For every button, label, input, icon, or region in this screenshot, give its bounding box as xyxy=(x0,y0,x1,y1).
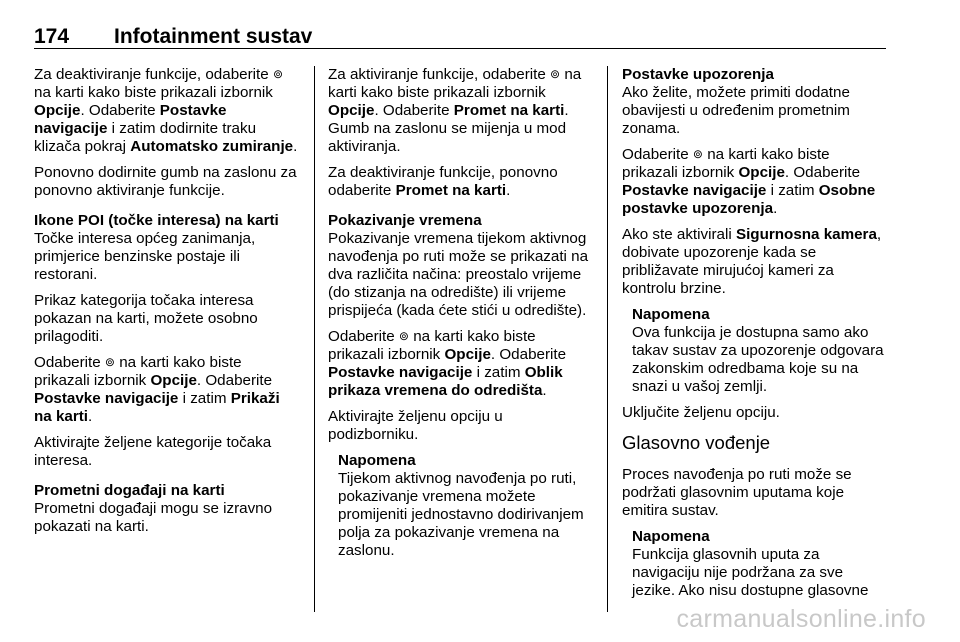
note-voice xyxy=(622,528,886,600)
paragraph-activate-categories: Aktivirajte željene kategorije točaka interesa. xyxy=(34,434,272,469)
heading-time-display: Pokazivanje vremena xyxy=(328,212,482,229)
paragraph-time-steps: Odaberite ⊚ na karti kako biste prikazali izbornik Opcije. Odaberite Postavke navigacije i zatim Oblik prikaza vremena do odredišta. xyxy=(328,328,567,399)
page-header xyxy=(34,26,886,49)
paragraph-activate-traffic: Za aktiviranje funkcije, odaberite ⊚ na karti kako biste prikazali izbornik Opcije. Odaberite Promet na karti. Gumb na zaslonu se mijenja u mod aktiviranja. xyxy=(328,66,582,155)
note-title: Napomena xyxy=(632,528,710,545)
section-title: Infotainment sustav xyxy=(114,25,313,48)
heading-voice-guidance: Glasovno vođenje xyxy=(622,432,771,453)
paragraph-reactivate: Ponovno dodirnite gumb na zaslonu za ponovno aktiviranje funkcije. xyxy=(34,164,297,199)
note-text: Funkcija glasovnih uputa za navigaciju nije podržana za sve jezike. Ako nisu dostupne glasovne xyxy=(632,546,869,599)
map-menu-icon: ⊚ xyxy=(550,67,561,81)
paragraph-poi-categories: Prikaz kategorija točaka interesa pokazan na karti, možete osobno prilagoditi. xyxy=(34,292,258,345)
paragraph-deactivate-zoom: Za deaktiviranje funkcije, odaberite ⊚ na karti kako biste prikazali izbornik Opcije. Odaberite Postavke navigacije i zatim dodirnite traku klizača pokraj Automatsko zumiranje. xyxy=(34,66,298,155)
note-title: Napomena xyxy=(632,306,710,323)
heading-warning-settings: Postavke upozorenja xyxy=(622,66,774,83)
column-divider-2 xyxy=(607,66,608,612)
paragraph-warning-steps: Odaberite ⊚ na karti kako biste prikazali izbornik Opcije. Odaberite Postavke navigacije i zatim Osobne postavke upozorenja. xyxy=(622,146,876,217)
paragraph-voice-desc: Proces navođenja po ruti može se podržati glasovnim uputama koje emitira sustav. xyxy=(622,466,852,519)
map-menu-icon: ⊚ xyxy=(692,147,703,161)
paragraph-traffic-desc: Prometni događaji mogu se izravno pokazati na karti. xyxy=(34,500,273,535)
column-divider-1 xyxy=(314,66,315,612)
map-menu-icon: ⊚ xyxy=(104,355,115,369)
column-3 xyxy=(622,66,886,600)
watermark: carmanualsonline.info xyxy=(676,605,926,633)
heading-traffic-events: Prometni događaji na karti xyxy=(34,482,225,499)
paragraph-enable-option: Uključite željenu opciju. xyxy=(622,404,780,421)
note-text: Tijekom aktivnog navođenja po ruti, pokazivanje vremena možete promijeniti jednostavno dodirivanjem polja za pokazivanje vremena na zaslonu. xyxy=(338,470,584,559)
note-warning xyxy=(622,306,886,396)
column-1 xyxy=(34,66,300,544)
paragraph-poi-desc: Točke interesa općeg zanimanja, primjerice benzinske postaje ili restorani. xyxy=(34,230,256,283)
paragraph-activate-option: Aktivirajte željenu opciju u podizborniku. xyxy=(328,408,503,443)
note-title: Napomena xyxy=(338,452,416,469)
note-text: Ova funkcija je dostupna samo ako takav sustav za upozorenje odgovara zakonskim odredbama koje su na snazi u vašoj zemlji. xyxy=(632,324,884,395)
paragraph-safety-camera: Ako ste aktivirali Sigurnosna kamera, dobivate upozorenje kada se približavate mirujućoj kameri za kontrolu brzine. xyxy=(622,226,882,297)
note-time xyxy=(328,452,590,560)
paragraph-time-desc: Pokazivanje vremena tijekom aktivnog navođenja po ruti može se prikazati na dva različita načina: preostalo vrijeme (do stizanja na odredište) ili vrijeme prispijeća (kada ćete stići u odredište). xyxy=(328,230,589,319)
heading-poi-icons: Ikone POI (točke interesa) na karti xyxy=(34,212,279,229)
paragraph-warning-desc: Ako želite, možete primiti dodatne obavijesti u određenim prometnim zonama. xyxy=(622,84,850,137)
map-menu-icon: ⊚ xyxy=(398,329,409,343)
paragraph-deactivate-traffic: Za deaktiviranje funkcije, ponovno odaberite Promet na karti. xyxy=(328,164,558,199)
column-2 xyxy=(328,66,590,560)
map-menu-icon: ⊚ xyxy=(272,67,283,81)
page-number: 174 xyxy=(34,25,70,48)
paragraph-poi-steps: Odaberite ⊚ na karti kako biste prikazali izbornik Opcije. Odaberite Postavke navigacije i zatim Prikaži na karti. xyxy=(34,354,280,425)
